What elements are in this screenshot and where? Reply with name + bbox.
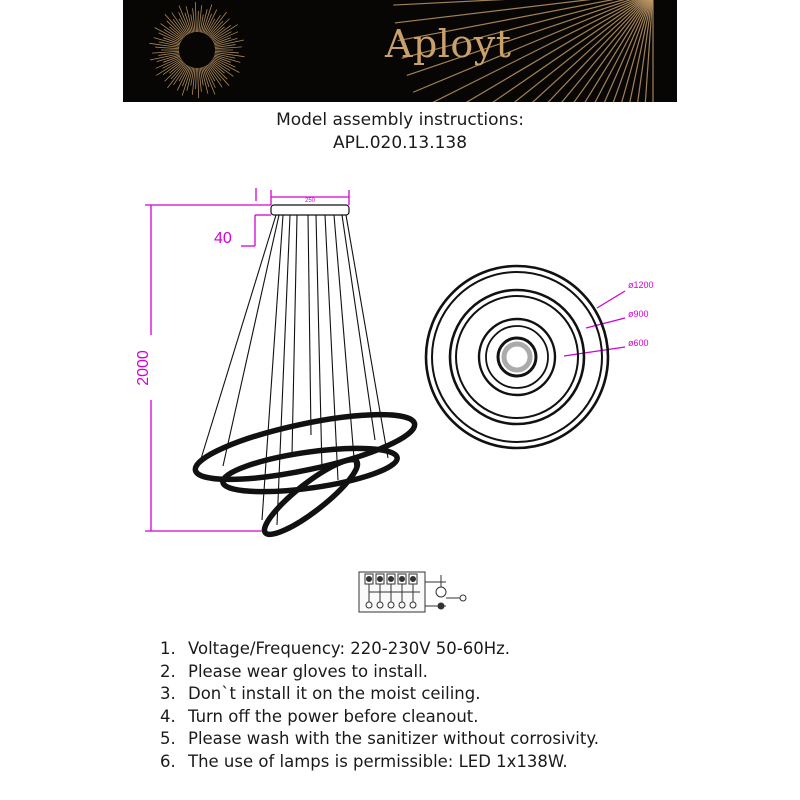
canopy-width-label: 250 bbox=[304, 198, 316, 204]
top-ring-outer-inner bbox=[432, 272, 602, 442]
instruction-item: 5. Please wash with the sanitizer without corrosivity. bbox=[160, 729, 600, 748]
brand-name: Aployt bbox=[385, 22, 512, 66]
top-ring-small-inner bbox=[486, 326, 548, 388]
chandelier-side-view bbox=[191, 205, 420, 544]
instruction-item: 1. Voltage/Frequency: 220-230V 50-60Hz. bbox=[160, 639, 511, 658]
top-ring-middle bbox=[450, 290, 584, 424]
instruction-item: 6. The use of lamps is permissible: LED 1x138W. bbox=[160, 751, 568, 771]
instruction-item: 4. Turn off the power before cleanout. bbox=[160, 706, 479, 726]
top-canopy-center bbox=[504, 344, 530, 370]
canopy bbox=[271, 205, 349, 215]
chandelier-top-view bbox=[426, 266, 608, 448]
ring-diameter-small: ø600 bbox=[628, 338, 649, 348]
top-ring-small bbox=[479, 319, 555, 395]
height-label: 2000 bbox=[135, 350, 152, 386]
terminal-block-diagram-icon bbox=[359, 572, 466, 612]
ring-small bbox=[257, 450, 366, 543]
instruction-item: 2. Please wear gloves to install. bbox=[160, 661, 428, 681]
ring-diameter-large: ø1200 bbox=[628, 280, 654, 290]
rings bbox=[191, 401, 420, 544]
top-ring-middle-inner bbox=[456, 296, 578, 418]
model-number: APL.020.13.138 bbox=[332, 133, 468, 153]
instructions-list bbox=[160, 638, 599, 773]
canopy-drop-label: 40 bbox=[214, 230, 232, 247]
ring-diameter-medium: ø900 bbox=[628, 309, 649, 319]
top-ring-outer bbox=[426, 266, 608, 448]
page-title: Model assembly instructions: bbox=[276, 110, 524, 130]
instruction-item: 3. Don`t install it on the moist ceiling. bbox=[160, 684, 481, 703]
